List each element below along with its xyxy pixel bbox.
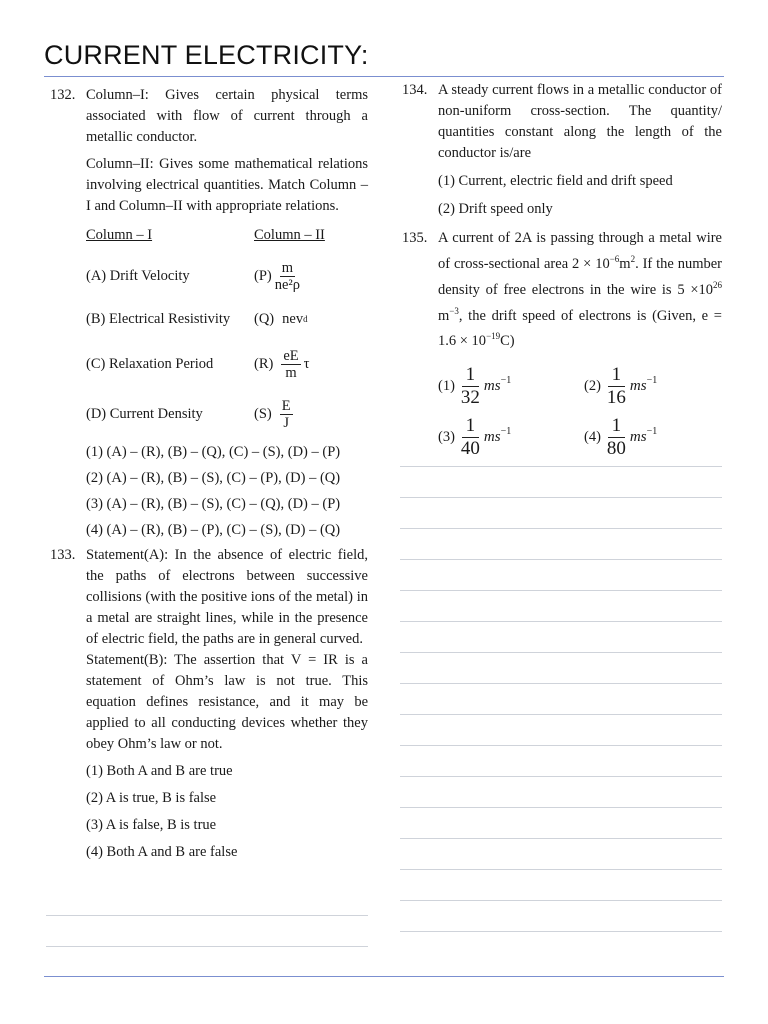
question-132 — [46, 85, 368, 541]
right-column — [398, 80, 722, 460]
option-2[interactable]: (2) Drift speed only — [438, 201, 553, 217]
answer-writing-lines — [46, 915, 368, 977]
column-1-header: Column – I — [86, 227, 153, 243]
option-1[interactable]: (1) Both A and B are true — [86, 763, 233, 779]
fraction: $\frac{m}{\text{ne²ρ}}$ — [274, 259, 301, 293]
page-title: CURRENT ELECTRICITY: — [44, 40, 369, 70]
top-divider — [44, 76, 724, 77]
option-3[interactable]: (3) 1 40 ms $^{-1}$ — [438, 415, 512, 460]
question-text: Column–I: Gives certain physical terms associated with flow of current through a metallic conductor. — [86, 87, 368, 145]
answer-options — [86, 442, 368, 541]
fraction: $\frac{eE}{m}$ — [283, 347, 299, 381]
fraction: $\frac{E}{J}$ — [281, 397, 291, 431]
option-2[interactable]: (2) (A) – (R), (B) – (S), (C) – (P), (D) – (Q) — [86, 470, 341, 486]
bottom-divider — [44, 976, 724, 977]
question-text: A steady current flows in a metallic conductor of non-uniform cross-section. The quantity/ quantities constant along the length of the conductor is/are — [438, 82, 722, 161]
answer-options — [438, 364, 722, 460]
question-text: A current of 2A is passing through a metal wire of cross-sectional area $2 \times 10^{-6}m^2$. If the number density of free electrons in the wire is $5 \times 10^{26}$ $m^{-3}$, the drift speed of electrons is (Given, $e = 1.6 \times 10^{-19}C$) — [438, 230, 722, 350]
option-4[interactable]: (4) (A) – (R), (B) – (P), (C) – (S), (D) – (Q) — [86, 522, 341, 538]
match-row: (B) Electrical Resistivity (Q) nev d — [86, 310, 308, 327]
answer-options — [86, 761, 368, 863]
option-4[interactable]: (4) 1 80 ms $^{-1}$ — [584, 415, 658, 460]
match-row: (A) Drift Velocity (P) $\frac{m}{\text{ne²ρ}}$ — [86, 259, 301, 293]
option-2[interactable]: (2) A is true, B is false — [86, 790, 217, 806]
statement-a: Statement(A): In the absence of electric field, the paths of electrons between successive collisions (with the positive ions of the metal) in a metal are straight lines, while in the presence of electric field, the paths are in general curved. — [86, 547, 368, 647]
column-2-header: Column – II — [254, 227, 325, 243]
question-number: 135. — [402, 230, 428, 246]
left-column — [46, 85, 368, 863]
question-number: 134. — [402, 82, 428, 98]
option-1[interactable]: (1) (A) – (R), (B) – (Q), (C) – (S), (D) – (P) — [86, 444, 341, 460]
option-4[interactable]: (4) Both A and B are false — [86, 844, 238, 860]
match-row: (D) Current Density (S) $\frac{E}{J}$ — [86, 397, 291, 431]
statement-b: Statement(B): The assertion that V = IR is a statement of Ohm’s law is not true. This equation defines resistance, and it may be applied to all conducting devices whether they obey Ohm’s law or not. — [86, 652, 368, 752]
option-1[interactable]: (1) Current, electric field and drift speed — [438, 173, 673, 189]
option-3[interactable]: (3) (A) – (R), (B) – (S), (C) – (Q), (D) – (P) — [86, 496, 341, 512]
question-133 — [46, 545, 368, 863]
question-number: 133. — [50, 547, 76, 563]
question-134 — [398, 80, 722, 220]
match-table — [86, 225, 368, 436]
answer-writing-lines — [400, 466, 722, 962]
option-2[interactable]: (2) 1 16 ms $^{-1}$ — [584, 364, 658, 409]
option-3[interactable]: (3) A is false, B is true — [86, 817, 217, 833]
match-row: (C) Relaxation Period (R) $\frac{eE}{m}$ τ — [86, 347, 310, 381]
question-text: Column–II: Gives some mathematical relations involving electrical quantities. Match Column – I and Column–II with appropriate relations. — [86, 156, 368, 214]
question-135 — [398, 228, 722, 460]
question-number: 132. — [50, 87, 76, 103]
option-1[interactable]: (1) 1 32 ms $^{-1}$ — [438, 364, 512, 409]
